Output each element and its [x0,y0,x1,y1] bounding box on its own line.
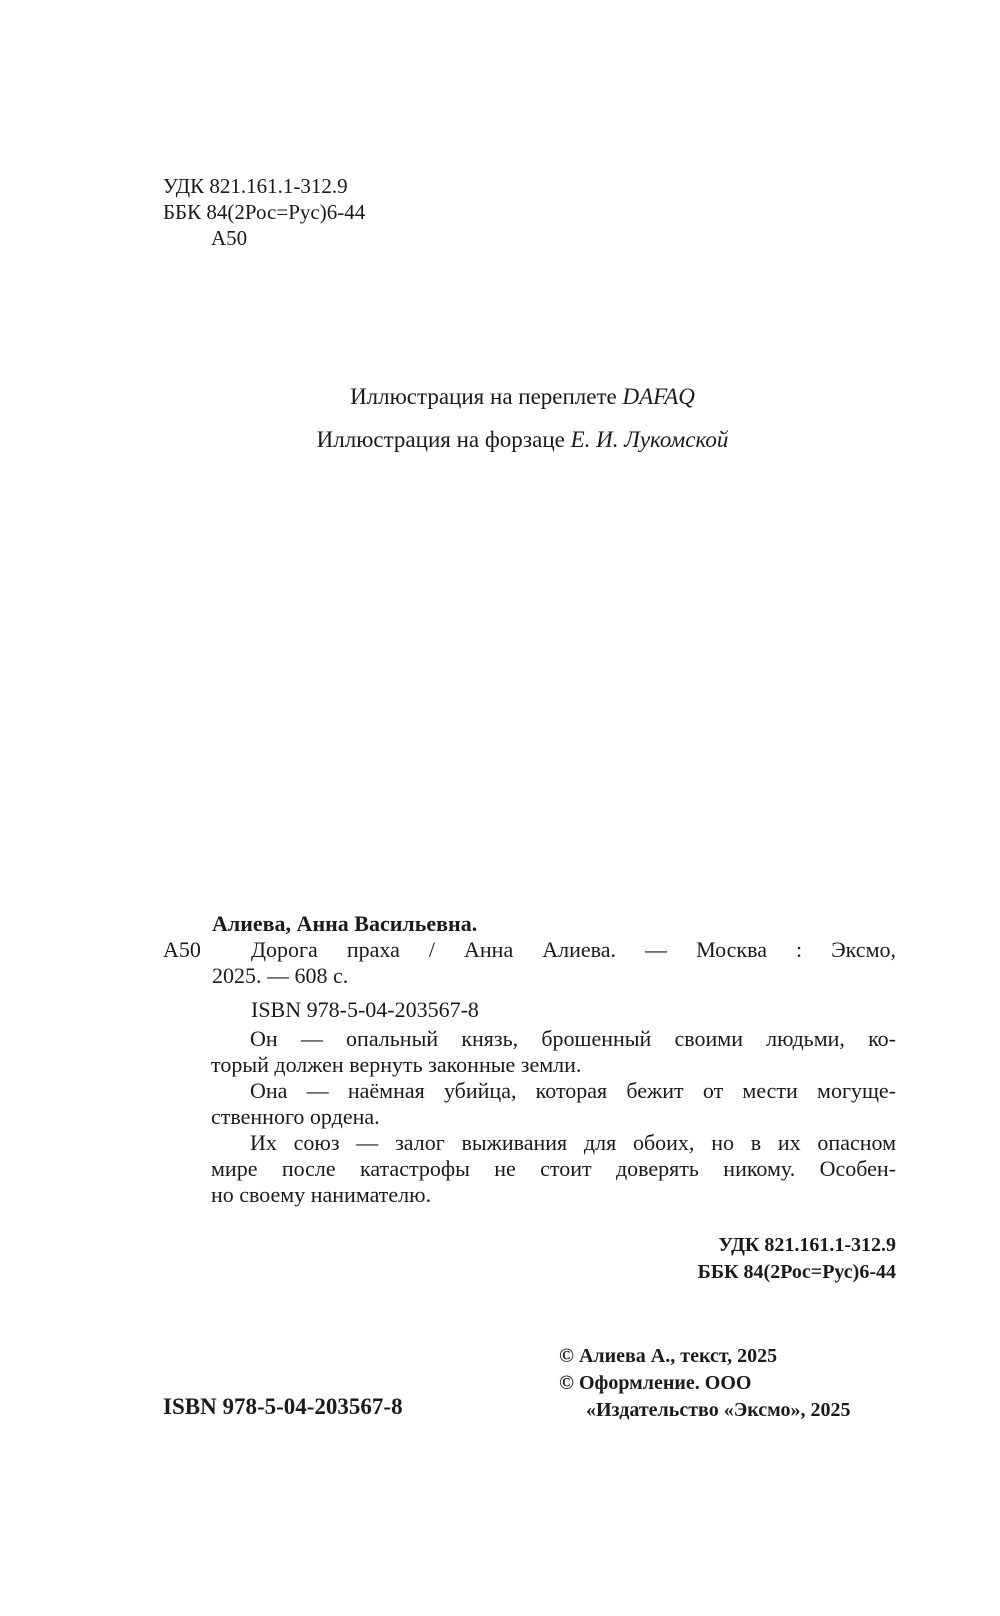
annotation-line: ственного ордена. [211,1104,380,1129]
annotation-line: Она — наёмная убийца, которая бежит от мести могуще- [250,1078,896,1103]
endpaper-illustration-credit [0,427,1000,453]
annotation-paragraph-3 [211,1130,896,1208]
bottom-udk-code: УДК 821.161.1-312.9 [718,1234,896,1256]
cover-illustration-credit [0,384,1000,410]
biblio-isbn: ISBN 978-5-04-203567-8 [251,997,479,1022]
title-line-2: 2025. — 608 с. [212,963,349,988]
cover-credit-name: DAFAQ [622,384,695,409]
copyright-publisher: «Издательство «Эксмо», 2025 [586,1399,851,1421]
copyright-design: © Оформление. ООО [559,1372,752,1394]
annotation-paragraph-2 [211,1078,896,1130]
bibliographic-record [163,911,896,1023]
endpaper-credit-prefix: Иллюстрация на форзаце [316,427,571,452]
top-udk-code: УДК 821.161.1-312.9 [163,174,348,198]
title-line-1 [163,937,896,963]
title-text-1: Дорога праха / Анна Алиева. — Москва : Эксмо, [251,937,896,962]
annotation-line: Он — опальный князь, брошенный своими людьми, ко- [250,1026,896,1051]
copyright-text: © Алиева А., текст, 2025 [559,1345,778,1367]
author-heading: Алиева, Анна Васильевна. [212,911,478,936]
top-bbk-code: ББК 84(2Рос=Рус)6-44 [163,200,366,224]
bottom-bbk-code: ББК 84(2Рос=Рус)6-44 [697,1261,896,1283]
biblio-author-code: А50 [163,937,201,962]
annotation-line: но своему нанимателю. [211,1182,432,1207]
annotation-line: торый должен вернуть законные земли. [211,1052,582,1077]
cover-credit-prefix: Иллюстрация на переплете [350,384,623,409]
bottom-isbn: ISBN 978-5-04-203567-8 [163,1394,403,1419]
endpaper-credit-name: Е. И. Лукомской [570,427,729,452]
annotation-line: мире после катастрофы не стоит доверять никому. Особен- [211,1156,896,1181]
annotation-paragraph-1 [211,1026,896,1078]
annotation-line: Их союз — залог выживания для обоих, но в их опасном [250,1130,896,1155]
top-author-code: А50 [211,226,248,250]
